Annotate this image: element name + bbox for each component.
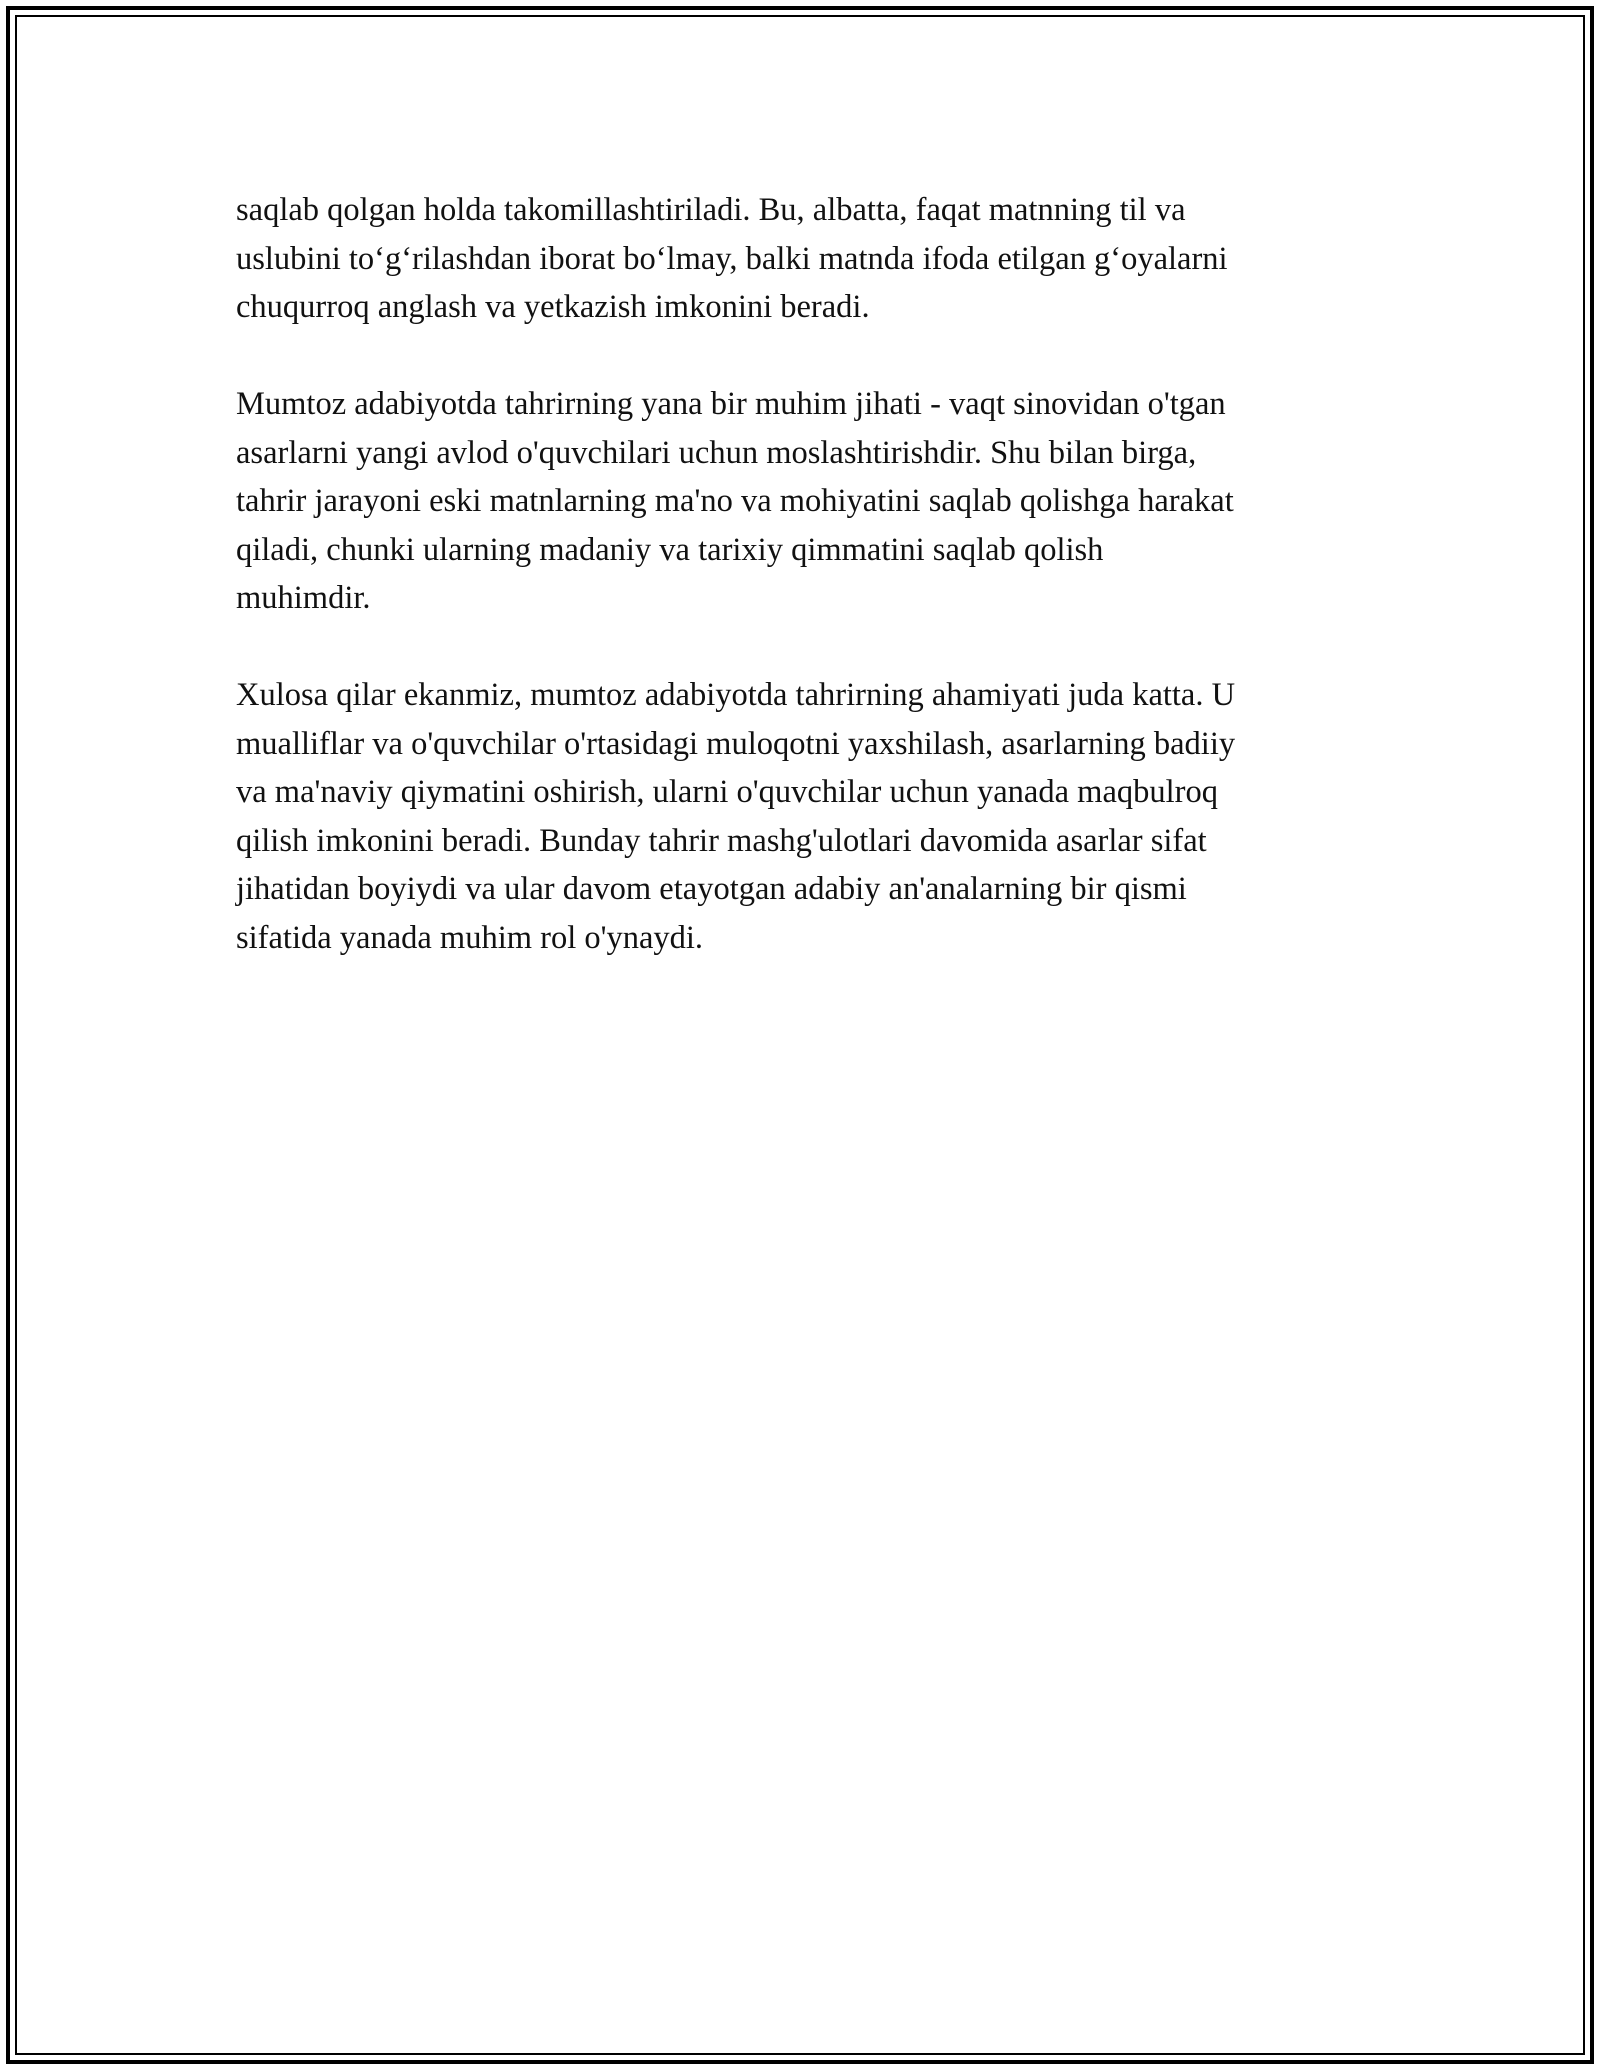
text-line: qilish imkonini beradi. Bunday tahrir mashg'ulotlari davomida asarlar sifat [236, 822, 1207, 859]
paragraph-1 [236, 186, 1376, 332]
text-line: qiladi, chunki ularning madaniy va tarixiy qimmatini saqlab qolish [236, 531, 1104, 568]
text-line: Xulosa qilar ekanmiz, mumtoz adabiyotda tahrirning ahamiyati juda katta. U [236, 677, 1236, 713]
text-line: saqlab qolgan holda takomillashtiriladi. Bu, albatta, faqat matnning til va [236, 192, 1186, 228]
text-line: uslubini to‘g‘rilashdan iborat bo‘lmay, balki matnda ifoda etilgan g‘oyalarni [236, 240, 1228, 277]
text-line: sifatida yanada muhim rol o'ynaydi. [236, 919, 704, 956]
text-line: va ma'naviy qiymatini oshirish, ularni o'quvchilar uchun yanada maqbulroq [236, 774, 1218, 810]
text-line: muhimdir. [236, 580, 371, 616]
text-line: mualliflar va o'quvchilar o'rtasidagi muloqotni yaxshilash, asarlarning badiiy [236, 725, 1236, 762]
document-body [236, 186, 1376, 962]
text-line: jihatidan boyiydi va ular davom etayotgan adabiy an'analarning bir qismi [236, 871, 1187, 907]
text-line: Mumtoz adabiyotda tahrirning yana bir muhim jihati - vaqt sinovidan o'tgan [236, 386, 1226, 422]
text-line: asarlarni yangi avlod o'quvchilari uchun moslashtirishdir. Shu bilan birga, [236, 434, 1197, 471]
text-line: tahrir jarayoni eski matnlarning ma'no va mohiyatini saqlab qolishga harakat [236, 483, 1234, 519]
paragraph-2 [236, 380, 1376, 623]
paragraph-3 [236, 671, 1376, 962]
text-line: chuqurroq anglash va yetkazish imkonini beradi. [236, 289, 870, 325]
